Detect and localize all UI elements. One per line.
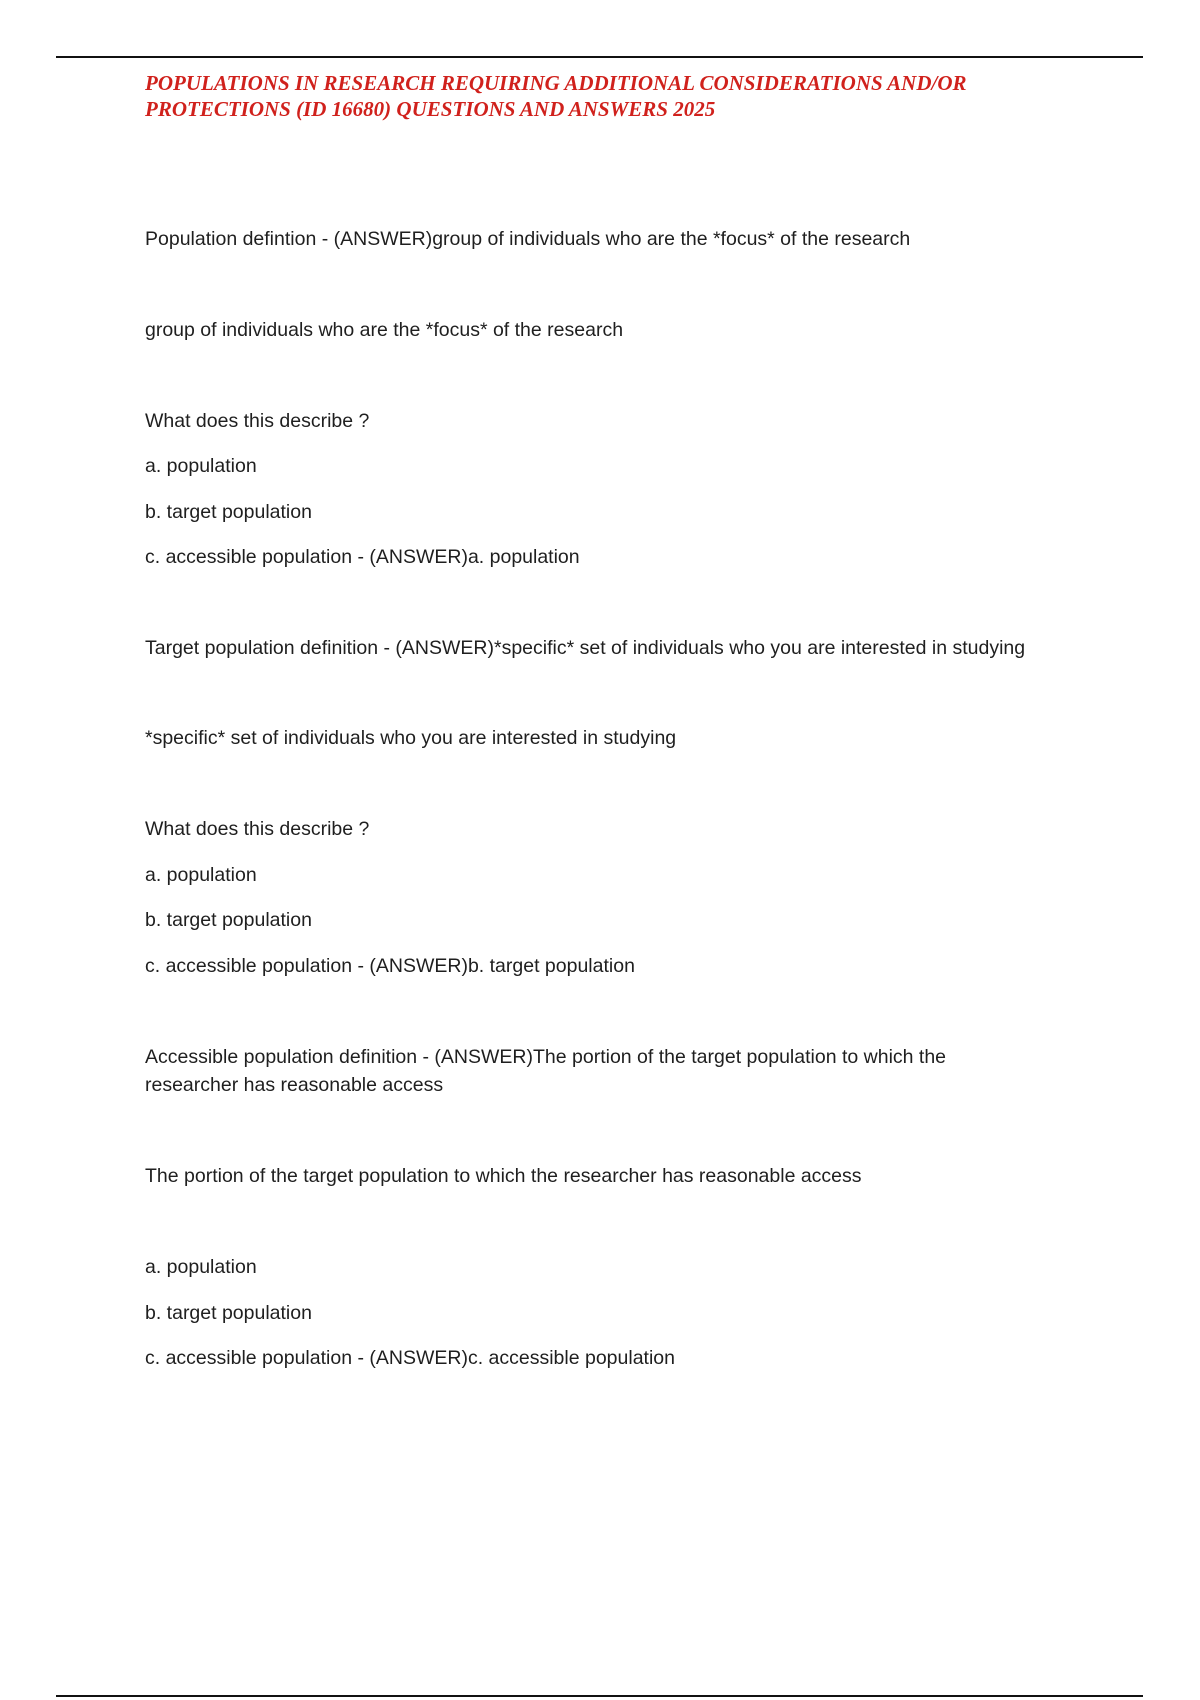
q5-definition: Accessible population definition - (ANSWER)The portion of the target population to which the researcher has reasonable access xyxy=(145,1046,947,1096)
title-line-2: PROTECTIONS (ID 16680) QUESTIONS AND ANSWERS 2025 xyxy=(145,97,716,121)
q6-prompt: The portion of the target population to which the researcher has reasonable access xyxy=(145,1165,862,1187)
q4-option-a: a. population xyxy=(145,864,257,886)
q6-option-a: a. population xyxy=(145,1256,257,1278)
q4-question: What does this describe ? xyxy=(145,818,370,840)
q4-option-c-answer: c. accessible population - (ANSWER)b. target population xyxy=(145,955,635,977)
q1-definition: Population defintion - (ANSWER)group of individuals who are the *focus* of the research xyxy=(145,228,911,250)
q2-prompt: group of individuals who are the *focus* of the research xyxy=(145,319,624,341)
q4-option-b: b. target population xyxy=(145,909,312,931)
title-line-1: POPULATIONS IN RESEARCH REQUIRING ADDITIONAL CONSIDERATIONS AND/OR xyxy=(145,71,967,95)
q6-option-c-answer: c. accessible population - (ANSWER)c. accessible population xyxy=(145,1347,675,1369)
document-title xyxy=(145,70,1105,122)
q2-option-b: b. target population xyxy=(145,501,312,523)
q3-definition: Target population definition - (ANSWER)*specific* set of individuals who you are interested in studying xyxy=(145,637,1026,659)
top-rule xyxy=(56,56,1143,58)
bottom-rule xyxy=(56,1695,1143,1697)
q2-option-c-answer: c. accessible population - (ANSWER)a. population xyxy=(145,546,580,568)
q4-prompt: *specific* set of individuals who you are interested in studying xyxy=(145,727,677,749)
q6-option-b: b. target population xyxy=(145,1302,312,1324)
q2-question: What does this describe ? xyxy=(145,410,370,432)
q2-option-a: a. population xyxy=(145,455,257,477)
